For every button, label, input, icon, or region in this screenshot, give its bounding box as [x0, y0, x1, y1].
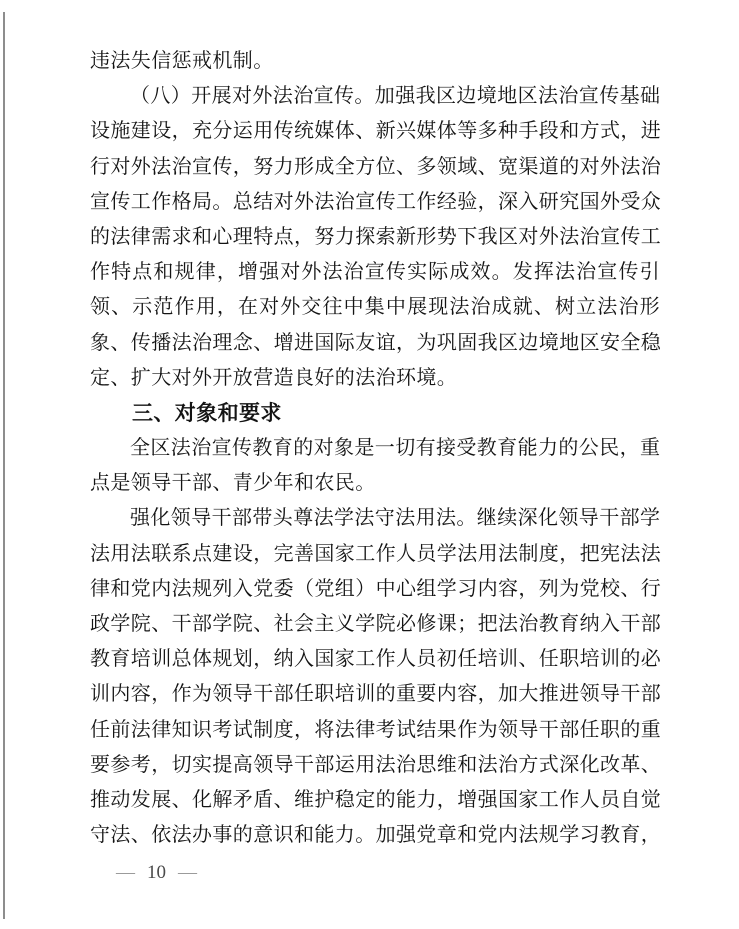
text-line: 违法失信惩戒机制。 — [90, 50, 274, 72]
scan-edge-artifact — [3, 12, 5, 919]
page-number: 10 — [147, 862, 166, 883]
text-line: 守法、依法办事的意识和能力。加强党章和党内法规学习教育， — [90, 824, 662, 847]
text-line: 任前法律知识考试制度，将法律考试结果作为领导干部任职的重 — [90, 718, 662, 741]
document-body — [90, 44, 660, 853]
text-line: 点是领导干部、青少年和农民。 — [90, 472, 376, 495]
text-line: 全区法治宣传教育的对象是一切有接受教育能力的公民，重 — [130, 437, 661, 460]
text-line: （八）开展对外法治宣传。加强我区边境地区法治宣传基础 — [130, 85, 661, 108]
text-line: 行对外法治宣传，努力形成全方位、多领域、宽渠道的对外法治 — [90, 155, 662, 178]
text-line: 律和党内法规列入党委（党组）中心组学习内容，列为党校、行 — [90, 577, 662, 600]
text-line: 要参考，切实提高领导干部运用法治思维和法治方式深化改革、 — [90, 753, 662, 776]
text-line: 强化领导干部带头尊法学法守法用法。继续深化领导干部学 — [130, 507, 661, 530]
text-line: 法用法联系点建设，完善国家工作人员学法用法制度，把宪法法 — [90, 542, 662, 565]
footer-dash-right: — — [178, 862, 197, 883]
text-line: 作特点和规律，增强对外法治宣传实际成效。发挥法治宣传引 — [90, 261, 660, 284]
text-line: 宣传工作格局。总结对外法治宣传工作经验，深入研究国外受众 — [90, 190, 662, 213]
text-line: 的法律需求和心理特点，努力探索新形势下我区对外法治宣传工 — [90, 225, 662, 248]
text-line: 推动发展、化解矛盾、维护稳定的能力，增强国家工作人员自觉 — [90, 788, 662, 811]
footer-dash-left: — — [116, 862, 135, 883]
text-line: 定、扩大对外开放营造良好的法治环境。 — [90, 366, 458, 389]
text-line: 政学院、干部学院、社会主义学院必修课；把法治教育纳入干部 — [90, 613, 662, 635]
page-footer — [116, 860, 197, 886]
text-line: 教育培训总体规划，纳入国家工作人员初任培训、任职培训的必 — [90, 648, 662, 671]
text-line: 设施建设，充分运用传统媒体、新兴媒体等多种手段和方式，进 — [90, 120, 662, 143]
text-line: 训内容，作为领导干部任职培训的重要内容，加大推进领导干部 — [90, 683, 662, 706]
text-line: 领、示范作用，在对外交往中集中展现法治成就、树立法治形 — [90, 296, 660, 319]
text-line: 象、传播法治理念、增进国际友谊，为巩固我区边境地区安全稳 — [90, 331, 662, 354]
section-heading: 三、对象和要求 — [132, 401, 282, 425]
